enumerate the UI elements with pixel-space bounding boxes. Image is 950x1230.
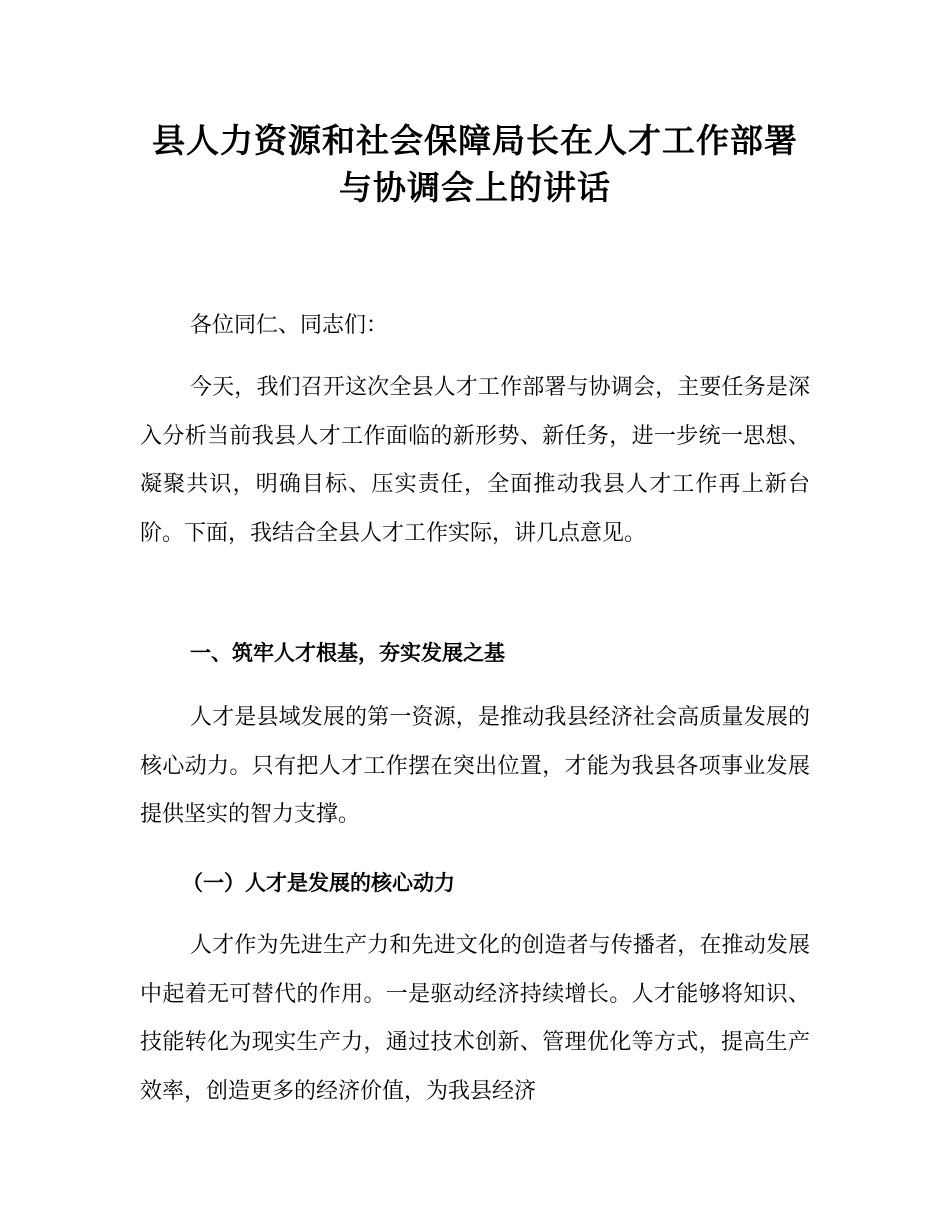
paragraph-subsection-1: 人才作为先进生产力和先进文化的创造者与传播者，在推动发展中起着无可替代的作用。一是驱动经济持续增长。人才能够将知识、技能转化为现实生产力，通过技术创新、管理优化等方式，提高生产效率，创造更多的经济价值，为我县经济 (140, 933, 810, 1104)
section-heading-1: 一、筑牢人才根基，夯实发展之基 (190, 641, 505, 665)
document-title-line-2: 与协调会上的讲话 (339, 168, 611, 207)
subsection-heading-1: （一）人才是发展的核心动力 (182, 871, 455, 895)
paragraph-section-1-intro: 人才是县域发展的第一资源，是推动我县经济社会高质量发展的核心动力。只有把人才工作摆在突出位置，才能为我县各项事业发展提供坚实的智力支撑。 (140, 705, 810, 828)
greeting: 各位同仁、同志们： (190, 313, 389, 338)
paragraph-opening: 今天，我们召开这次全县人才工作部署与协调会，主要任务是深入分析当前我县人才工作面临的新形势、新任务，进一步统一思想、凝聚共识，明确目标、压实责任，全面推动我县人才工作再上新台阶。下面，我结合全县人才工作实际，讲几点意见。 (140, 375, 810, 546)
document-title-line-1: 县人力资源和社会保障局长在人才工作部署 (152, 121, 798, 160)
